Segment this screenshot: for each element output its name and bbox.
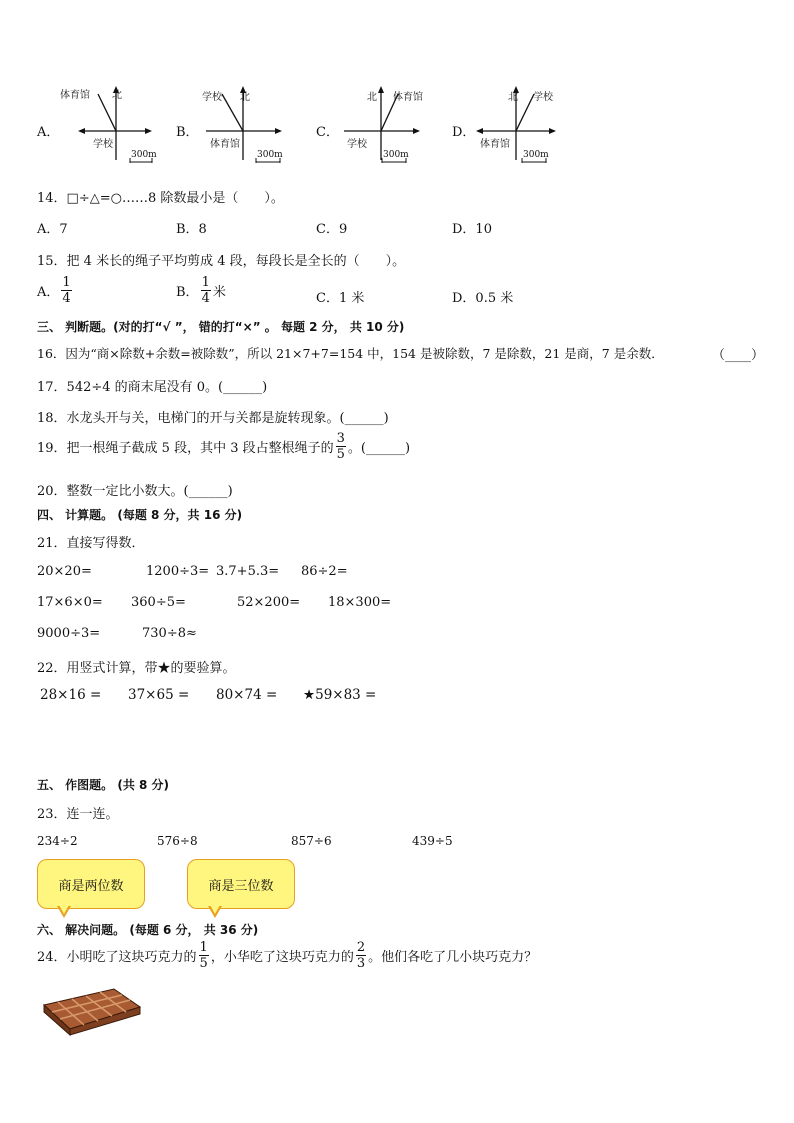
q21-r1-c4: 86÷2= [301,564,348,579]
q15-b-unit: 米 [212,285,226,300]
q13-c-label-1: 北 [367,92,377,103]
q13-d-label-3: 体育馆 [480,139,510,150]
q21-r2-c2: 360÷5= [131,595,186,610]
q19-text: 19．把一根绳子截成 5 段，其中 3 段占整根绳子的 [37,441,334,456]
q15-option-c: C．1 米 [316,291,365,306]
q24-row [37,941,537,970]
section-4-heading: 四、 计算题。 (每题 8 分，共 16 分) [37,508,243,522]
q24-text-a: 24．小明吃了这块巧克力的 [37,950,197,965]
q17-text: 17．542÷4 的商末尾没有 0。(______) [37,380,268,395]
q21-r3-c2: 730÷8≈ [142,626,197,641]
q13-a-scale: 300m [131,150,157,160]
q19-answer-blank: 。(______) [347,441,411,456]
q14-option-b: B．8 [176,222,207,237]
q21-r1-c3: 3.7+5.3= [216,564,280,579]
section-6-heading: 六、 解决问题。 (每题 6 分， 共 36 分) [37,923,259,937]
q19-fraction: $\frac{3}{5}$ [336,431,345,462]
q20-text: 20．整数一定比小数大。(______) [37,484,233,499]
q24-text-b: ，小华吃了这块巧克力的 [210,950,354,965]
q21-r2-c1: 17×6×0= [37,595,103,610]
q13-a-label-3: 学校 [93,139,113,150]
q13-c-scale: 300m [383,150,409,160]
q23-item-3: 857÷6 [291,834,332,848]
q23-bubble-two-digit-tail [57,906,71,918]
q15-option-d: D．0.5 米 [452,291,514,306]
q13-a-label-1: 体育馆 [60,90,90,101]
q13-b-label-2: 北 [240,92,250,103]
q21-text: 21．直接写得数． [37,536,145,551]
q15-option-b [176,276,226,305]
q13-d-scale: 300m [523,150,549,160]
q23-bubble-three-digit-tail [208,906,222,918]
q14-option-d: D．10 [452,222,492,237]
q23-item-4: 439÷5 [412,834,453,848]
q23-bubble-three-digit[interactable] [187,859,295,909]
chocolate-bar-image [40,985,144,1037]
q19-row [37,432,410,461]
q13-option-a-letter: A． [37,125,60,140]
q21-r2-c3: 52×200= [237,595,301,610]
q18-text: 18．水龙头开与关，电梯门的开与关都是旋转现象。(______) [37,411,389,426]
q15-option-a [37,276,74,305]
q13-b-scale: 300m [257,150,283,160]
q22-item-3: 80×74 = [216,687,278,703]
q23-bubble-two-digit[interactable] [37,859,145,909]
q15-a-fraction: $\frac{1}{4}$ [62,275,71,306]
q16-answer-blank: （____） [712,348,765,363]
section-5-heading: 五、 作图题。 (共 8 分) [37,778,170,792]
q15-b-fraction: $\frac{1}{4}$ [201,275,210,306]
q13-option-d-letter: D． [452,125,476,140]
q13-b-label-1: 学校 [202,92,222,103]
q22-item-4: ★59×83 = [303,687,377,703]
q16-text: 16．因为“商×除数+余数=被除数”，所以 21×7+7=154 中，154 是被除数，7 是除数，21 是商，7 是余数． [37,346,664,361]
q22-text: 22．用竖式计算，带★的要验算。 [37,661,236,676]
q21-r3-c1: 9000÷3= [37,626,101,641]
q15-text: 15．把 4 米长的绳子平均剪成 4 段，每段长是全长的（ ）。 [37,254,406,269]
q13-c-label-2: 体育馆 [393,92,423,103]
q22-item-1: 28×16 = [40,687,102,703]
q13-option-b-letter: B． [176,125,199,140]
q24-fraction-1: $\frac{1}{5}$ [199,940,208,971]
q13-a-label-2: 北 [112,90,122,101]
q13-c-label-3: 学校 [347,139,367,150]
q21-r1-c1: 20×20= [37,564,92,579]
q14-option-c: C．9 [316,222,348,237]
q21-r2-c4: 18×300= [328,595,392,610]
q14-option-a: A．7 [37,222,68,237]
q13-d-label-2: 学校 [533,92,553,103]
q21-r1-c2: 1200÷3= [146,564,210,579]
q23-item-1: 234÷2 [37,834,78,848]
section-3-heading: 三、 判断题。(对的打“√ ”， 错的打“×” 。 每题 2 分， 共 10 分) [37,320,405,334]
q15-a-letter: A． [37,285,60,300]
q13-option-c-letter: C． [316,125,339,140]
q24-text-c: 。他们各吃了几小块巧克力？ [368,950,538,965]
q22-item-2: 37×65 = [128,687,190,703]
q23-text: 23．连一连。 [37,807,119,822]
q23-bubble-three-digit-label: 商是三位数 [208,878,274,894]
q23-bubble-two-digit-label: 商是两位数 [58,878,124,894]
q23-item-2: 576÷8 [157,834,198,848]
q13-b-label-3: 体育馆 [210,139,240,150]
q24-fraction-2: $\frac{2}{3}$ [356,940,366,971]
q15-b-letter: B． [176,285,199,300]
q13-d-label-1: 北 [508,92,518,103]
q14-text: 14．□÷△=○……8 除数最小是（ ）。 [37,191,284,206]
